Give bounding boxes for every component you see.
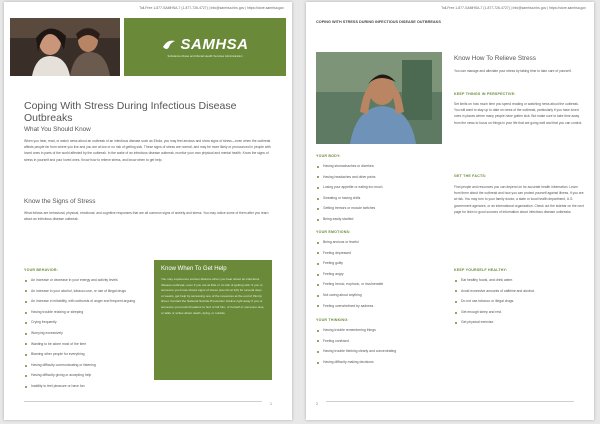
emotions-list — [316, 240, 444, 314]
contact-line: Toll-Free 1-877-SAMHSA-7 (1-877-726-4727) | Info@samhsa.hhs.gov | https://store.samhsa.gov — [441, 6, 586, 10]
page-1 — [4, 2, 292, 420]
stressed-man-photo — [316, 52, 442, 144]
body-list — [316, 164, 444, 228]
footer-rule — [326, 401, 574, 402]
list-item: Being anxious or fearful — [316, 240, 444, 245]
contact-line: Toll-Free 1-877-SAMHSA-7 (1-877-726-4727) | Info@samhsa.hhs.gov | https://store.samhsa.gov — [139, 6, 284, 10]
running-title: COPING WITH STRESS DURING INFECTIOUS DISEASE OUTBREAKS — [316, 20, 441, 24]
logo-tagline: Substance Abuse and Mental Health Services Administration — [167, 54, 243, 58]
couple-photo — [10, 18, 120, 76]
list-item: Having trouble relaxing or sleeping — [24, 310, 148, 315]
page-number: 2 — [316, 402, 318, 406]
facts-text: Find people and resources you can depend on for accurate health information. Learn from them about the outbreak and how you can protect yourself against illness, if you are at risk. You may turn to your family doctor, a state or local health department, U.S. government agencies, or an international organization. Check out the sidebar on the next page for links to good sources of information about infectious disease outbreaks. — [454, 185, 584, 214]
list-item: Do not use tobacco or illegal drugs. — [454, 299, 582, 304]
thinking-heading: YOUR THINKING: — [316, 318, 349, 322]
list-item: An increase in irritability, with outbursts of anger and frequent arguing — [24, 299, 148, 304]
samhsa-banner — [124, 18, 286, 76]
page-2 — [306, 2, 594, 420]
list-item: Eat healthy foods, and drink water. — [454, 278, 582, 283]
list-item: Crying frequently — [24, 320, 148, 325]
list-item: Having trouble remembering things — [316, 328, 444, 333]
list-item: Losing your appetite or eating too much — [316, 185, 444, 190]
healthy-list — [454, 278, 582, 331]
list-item: Having difficulty making decisions — [316, 360, 444, 365]
list-item: Having trouble thinking clearly and concentrating — [316, 349, 444, 354]
what-text: When you hear, read, or watch news about an outbreak of an infectious disease such as Ebola, you may feel anxious and show signs of stress—even when the outbreak affects people far from where you live and you are at low or no risk of getting sick. These signs of stress are normal, and may be more likely or pronounced in people with loved ones in parts of the world affected by the outbreak. In the wake of an infectious disease outbreak, monitor your own physical and mental health. Know the signs of stress in yourself and your loved ones. Know how to relieve stress, and know when to get help. — [24, 139, 271, 162]
list-item: Wanting to be alone most of the time — [24, 342, 148, 347]
perspective-text: Set limits on how much time you spend reading or watching news about the outbreak. You will want to stay up to date on news of the outbreak, particularly if you have loved ones in places where many people have gotten sick. But make sure to take time away from the news to focus on things in your life that are going well and that you can control. — [454, 102, 583, 125]
emotions-heading: YOUR EMOTIONS: — [316, 230, 351, 234]
footer-rule — [24, 401, 262, 402]
list-item: Feeling overwhelmed by sadness — [316, 304, 444, 309]
relieve-heading: Know How To Relieve Stress — [454, 55, 536, 62]
list-item: Feeling angry — [316, 272, 444, 277]
list-item: Avoid excessive amounts of caffeine and alcohol. — [454, 289, 582, 294]
list-item: Inability to feel pleasure or have fun — [24, 384, 148, 389]
page-number: 1 — [270, 402, 272, 406]
hhs-eagle-icon — [161, 37, 177, 53]
signs-text: What follows are behavioral, physical, emotional, and cognitive responses that are all common signs of anxiety and stress. You may notice some of them after you learn about an infectious disease outbreak. — [24, 211, 269, 222]
list-item: Get physical exercise. — [454, 320, 582, 325]
what-heading: What You Should Know — [24, 126, 91, 133]
page-title: Coping With Stress During Infectious Disease Outbreaks — [24, 100, 237, 124]
thinking-list — [316, 328, 444, 370]
body-heading: YOUR BODY: — [316, 154, 341, 158]
list-item: An increase in your alcohol, tobacco use, or use of illegal drugs — [24, 289, 148, 294]
sidebar-text: You may experience serious distress when you hear about an infectious disease outbreak, even if you are at little or no risk of getting sick. If you or someone you know shows signs of stress (see list at left) for several days or weeks, get help by accessing one of the resources at the end of this tip sheet. Contact the National Suicide Prevention Lifeline right away if you or someone you know threatens to hurt or kill him- or herself or someone else, or talks or writes about death, dying, or suicide. — [161, 277, 265, 315]
sidebar-title: Know When To Get Help — [161, 266, 227, 272]
behavior-heading: YOUR BEHAVIOR: — [24, 268, 59, 272]
list-item: Being easily startled — [316, 217, 444, 222]
list-item: Feeling confused — [316, 339, 444, 344]
list-item: Blaming other people for everything — [24, 352, 148, 357]
list-item: An increase or decrease in your energy and activity levels — [24, 278, 148, 283]
facts-heading: GET THE FACTS: — [454, 174, 487, 178]
list-item: Sweating or having chills — [316, 196, 444, 201]
list-item: Having headaches and other pains — [316, 175, 444, 180]
list-item: Feeling guilty — [316, 261, 444, 266]
signs-heading: Know the Signs of Stress — [24, 198, 96, 205]
list-item: Feeling depressed — [316, 251, 444, 256]
perspective-heading: KEEP THINGS IN PERSPECTIVE: — [454, 92, 516, 96]
behavior-list — [24, 278, 148, 395]
list-item: Get enough sleep and rest. — [454, 310, 582, 315]
relieve-text: You can manage and alleviate your stress by taking time to take care of yourself. — [454, 69, 572, 73]
list-item: Having stomachaches or diarrhea — [316, 164, 444, 169]
list-item: Worrying excessively — [24, 331, 148, 336]
list-item: Having difficulty giving or accepting help — [24, 373, 148, 378]
list-item: Not caring about anything — [316, 293, 444, 298]
list-item: Getting tremors or muscle twitches — [316, 206, 444, 211]
healthy-heading: KEEP YOURSELF HEALTHY: — [454, 268, 508, 272]
get-help-sidebar — [154, 260, 272, 380]
list-item: Having difficulty communicating or listening — [24, 363, 148, 368]
list-item: Feeling heroic, euphoric, or invulnerable — [316, 282, 444, 287]
samhsa-logo-text: SAMHSA — [180, 36, 249, 53]
